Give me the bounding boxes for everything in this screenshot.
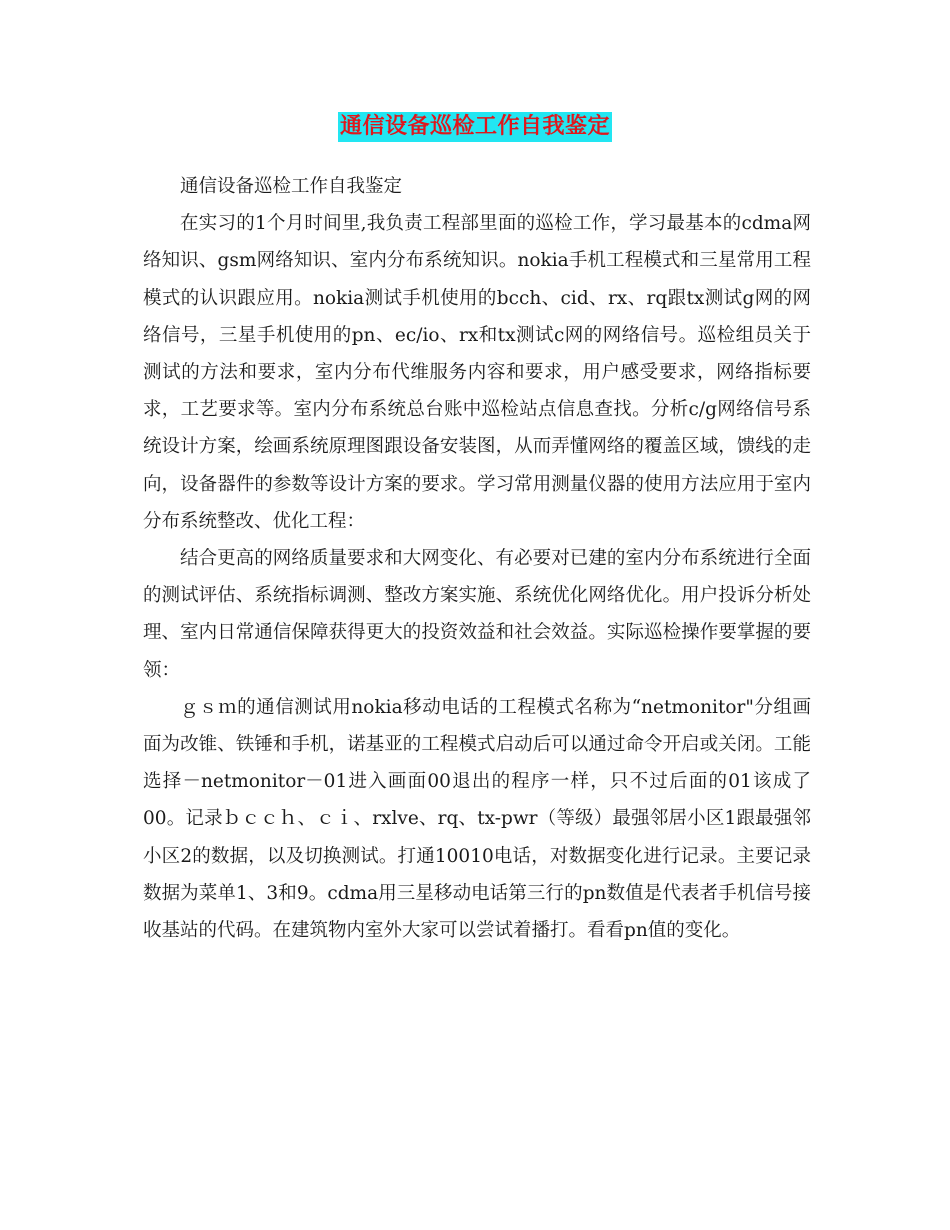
document-body	[143, 168, 811, 949]
paragraph-internship: 在实习的1个月时间里,我负责工程部里面的巡检工作，学习最基本的cdma网络知识、gsm网络知识、室内分布系统知识。nokia手机工程模式和三星常用工程模式的认识跟应用。nokia测试手机使用的bcch、cid、rx、rq跟tx测试g网的网络信号，三星手机使用的pn、ec/io、rx和tx测试c网的网络信号。巡检组员关于测试的方法和要求，室内分布代维服务内容和要求，用户感受要求，网络指标要求，工艺要求等。室内分布系统总台账中巡检站点信息查找。分析c/g网络信号系统设计方案，绘画系统原理图跟设备安装图，从而弄懂网络的覆盖区域，馈线的走向，设备器件的参数等设计方案的要求。学习常用测量仪器的使用方法应用于室内分布系统整改、优化工程：	[143, 213, 811, 532]
title-container	[0, 112, 950, 142]
document-title: 通信设备巡检工作自我鉴定	[338, 112, 612, 142]
paragraph-subtitle: 通信设备巡检工作自我鉴定	[180, 176, 403, 197]
paragraph-network-quality: 结合更高的网络质量要求和大网变化、有必要对已建的室内分布系统进行全面的测试评估、系统指标调测、整改方案实施、系统优化网络优化。用户投诉分析处理、室内日常通信保障获得更大的投资效益和社会效益。实际巡检操作要掌握的要领：	[143, 548, 811, 681]
paragraph-gsm-testing: ｇｓｍ的通信测试用nokia移动电话的工程模式名称为“netmonitor"分组画面为改锥、铁锤和手机，诺基亚的工程模式启动后可以通过命令开启或关闭。工能选择－netmonitor－01进入画面00退出的程序一样，只不过后面的01该成了00。记录ｂｃｃｈ、ｃｉ、rxlve、rq、tx-pwr（等级）最强邻居小区1跟最强邻小区2的数据，以及切换测试。打通10010电话，对数据变化进行记录。主要记录数据为菜单1、3和9。cdma用三星移动电话第三行的pn数值是代表者手机信号接收基站的代码。在建筑物内室外大家可以尝试着播打。看看pn值的变化。	[143, 696, 811, 942]
